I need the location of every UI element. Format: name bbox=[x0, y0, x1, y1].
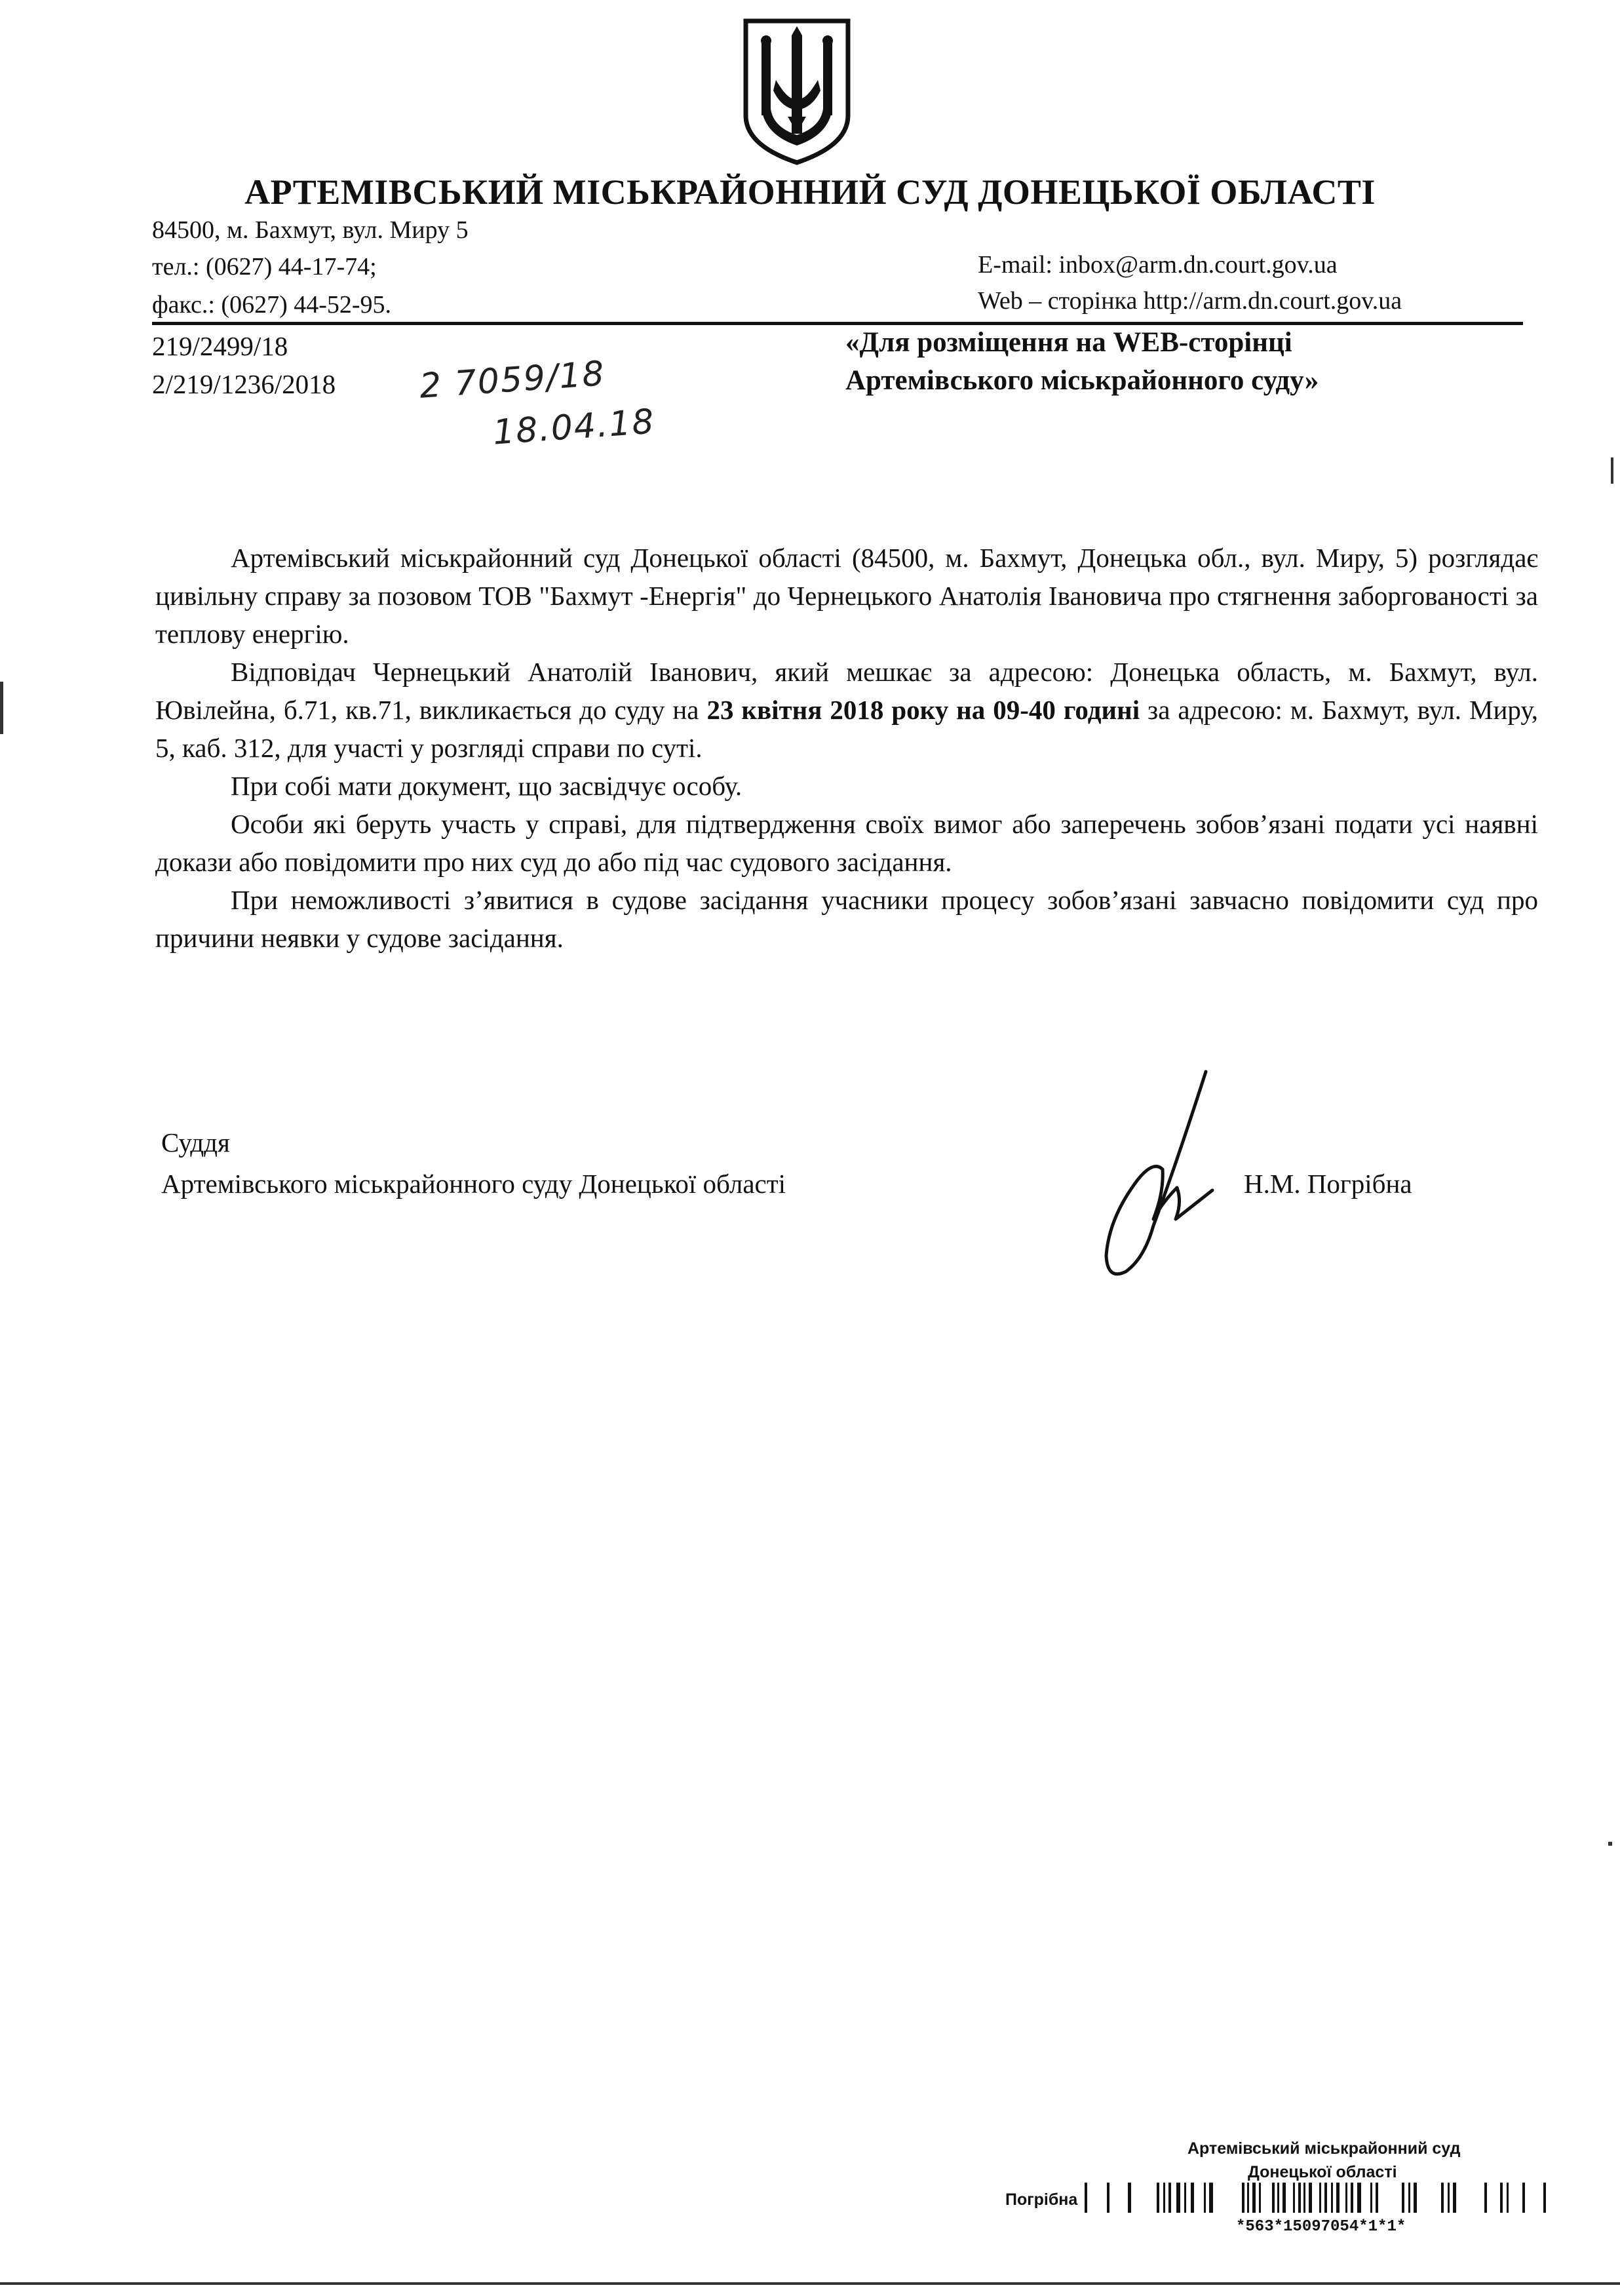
paragraph-id-document: При собі мати документ, що засвідчує особу. bbox=[231, 771, 742, 801]
court-website: Web – сторінка http://arm.dn.court.gov.ua bbox=[978, 287, 1402, 315]
summons-text-start: Відповідач Чернецький Анатолій Іванович, який мешкає за адресою: Донецька область, м. Бахмут, вул. Ювілейна, б.71, кв.71, викликається до суду на bbox=[155, 657, 1538, 725]
scan-right-dot bbox=[1608, 1842, 1612, 1846]
web-note-line-1: «Для розміщення на WEB-сторінці bbox=[845, 327, 1292, 358]
judge-title: Суддя bbox=[161, 1127, 230, 1158]
handwritten-reg-number: 2 7059/18 bbox=[418, 354, 607, 406]
trident-emblem-icon bbox=[739, 17, 855, 166]
court-fax: факс.: (0627) 44-52-95. bbox=[152, 291, 392, 319]
court-phone: тел.: (0627) 44-17-74; bbox=[152, 253, 377, 281]
court-email: E-mail: inbox@arm.dn.court.gov.ua bbox=[978, 251, 1338, 279]
scan-left-mark bbox=[0, 682, 3, 734]
court-address: 84500, м. Бахмут, вул. Миру 5 bbox=[152, 216, 469, 244]
judge-court: Артемівського міськрайонного суду Донецької області bbox=[161, 1169, 786, 1199]
paragraph-summons bbox=[155, 653, 1538, 767]
scan-bottom-edge bbox=[0, 2282, 1620, 2285]
web-note-line-2: Артемівського міськрайонного суду» bbox=[845, 365, 1319, 397]
barcode-icon bbox=[1085, 2181, 1570, 2215]
notice-body bbox=[155, 539, 1538, 957]
paragraph-absence: При неможливості з’явитися в судове засідання учасники процесу зобов’язані завчасно повідомити суд про причини неявки у судове засідання. bbox=[155, 885, 1538, 953]
summons-text-end: за адресою: м. Бахмут, вул. Миру, 5, каб. 312, для участі у розгляді справи по суті. bbox=[155, 695, 1538, 763]
judge-name: Н.М. Погрібна bbox=[1244, 1169, 1412, 1199]
web-publication-note bbox=[845, 324, 1319, 400]
stamp-court-line-1: Артемівський міськрайонний суд bbox=[1187, 2139, 1461, 2158]
scan-right-mark bbox=[1611, 457, 1613, 484]
paragraph-evidence: Особи які беруть участь у справі, для підтвердження своїх вимог або заперечень зобов’язані подати усі наявні докази або повідомити про них суд до або під час судового засідання. bbox=[155, 809, 1538, 877]
handwritten-reg-date: 18.04.18 bbox=[492, 402, 657, 453]
proceeding-number: 2/219/1236/2018 bbox=[152, 369, 336, 399]
judge-signature-icon bbox=[1022, 1062, 1239, 1285]
barcode-number: *563*15097054*1*1* bbox=[1236, 2218, 1406, 2236]
stamp-judge-label: Погрібна bbox=[1005, 2190, 1078, 2209]
stamp-court-line-2: Донецької області bbox=[1248, 2163, 1397, 2181]
court-title: АРТЕМІВСЬКИЙ МІСЬКРАЙОННИЙ СУД ДОНЕЦЬКОЇ ОБЛАСТІ bbox=[244, 172, 1376, 212]
case-number: 219/2499/18 bbox=[152, 331, 288, 361]
hearing-datetime: 23 квітня 2018 року на 09-40 годині bbox=[706, 695, 1140, 725]
paragraph-case: Артемівський міськрайонний суд Донецької області (84500, м. Бахмут, Донецька обл., вул. Миру, 5) розглядає цивільну справу за позовом ТОВ "Бахмут -Енергія" до Чернецького Анатолія Івановича про стягнення заборгованості за теплову енергію. bbox=[155, 543, 1538, 649]
